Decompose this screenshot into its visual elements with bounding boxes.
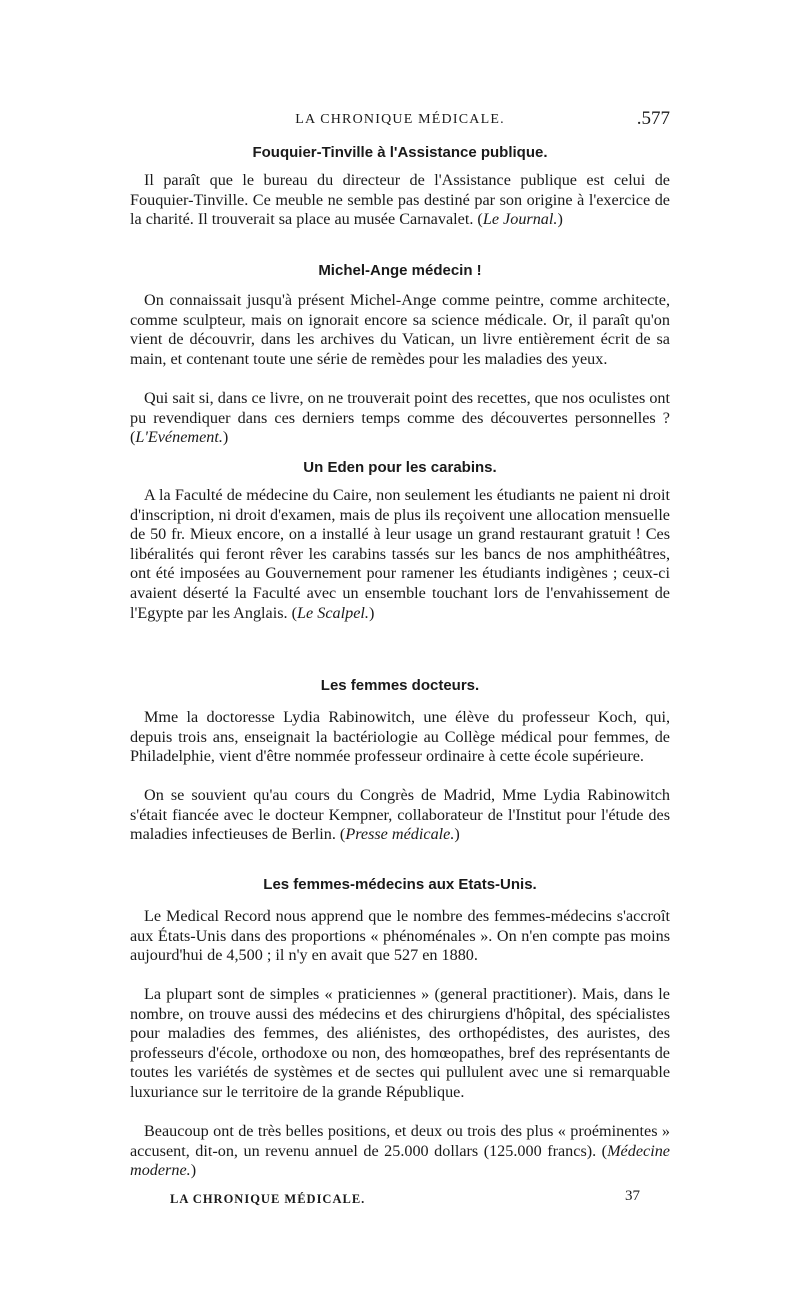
- page-footer: [170, 1188, 640, 1208]
- article-title: Les femmes docteurs.: [320, 677, 480, 694]
- signature-mark: 37: [625, 1188, 640, 1204]
- source-citation: L'Evénement.: [135, 428, 223, 447]
- running-title: LA CHRONIQUE MÉDICALE.: [295, 112, 505, 127]
- article-paragraph: A la Faculté de médecine du Caire, non seulement les étudiants ne paient ni droit d'inscription, ni droit d'examen, mais de plus ils reçoivent une allocation mensuelle de 50 fr. Mieux encore, on a installé à leur usage un grand restaurant gratuit ! Ces libéralités qui feront rêver les carabins tassés sur les bancs de nos amphithéâtres, ont été imposées au Gouvernement pour ramener les étudiants indigènes ; ceux-ci avaient déserté la Faculté avec un ensemble touchant lors de l'envahissement de l'Egypte par les Anglais. (Le Scalpel.): [130, 486, 670, 622]
- article-title: Michel-Ange médecin !: [318, 262, 482, 279]
- article-paragraph: Mme la doctoresse Lydia Rabinowitch, une élève du professeur Koch, qui, depuis trois ans, enseignait la bactériologie au Collège médical pour femmes, de Philadelphie, vient d'être nommée professeur ordinaire à cette école supérieure.: [130, 708, 670, 766]
- article-title: Un Eden pour les carabins.: [303, 459, 497, 476]
- article-title: Fouquier-Tinville à l'Assistance publique.: [252, 144, 548, 161]
- article-paragraph: La plupart sont de simples « praticiennes » (general practitioner). Mais, dans le nombre, on trouve aussi des médecins et des chirurgiens d'hôpital, des spécialistes pour maladies des femmes, des aliénistes, des orthopédistes, des auristes, des professeurs d'école, orthodoxe ou non, des homœopathes, bref des représentants de toutes les variétés de systèmes et de sectes qui pullulent avec une si remarquable luxuriance sur le territoire de la grande République.: [130, 985, 670, 1101]
- article-paragraph: Il paraît que le bureau du directeur de l'Assistance publique est celui de Fouquier-Tinville. Ce meuble ne semble pas destiné par son origine à l'exercice de la charité. Il trouverait sa place au musée Carnavalet. (Le Journal.): [130, 171, 670, 229]
- article-paragraph: On connaissait jusqu'à présent Michel-Ange comme peintre, comme architecte, comme sculpteur, mais on ignorait encore sa science médicale. Or, il paraît qu'on vient de découvrir, dans les archives du Vatican, un livre entièrement écrit de sa main, et contenant toute une série de remèdes pour les maladies des yeux.: [130, 291, 670, 368]
- article-title: Les femmes-médecins aux Etats-Unis.: [263, 876, 537, 893]
- article-paragraph: Qui sait si, dans ce livre, on ne trouverait point des recettes, que nos oculistes ont pu revendiquer dans ces derniers temps comme des découvertes personnelles ? (L'Evénement.): [130, 389, 670, 447]
- source-citation: Le Scalpel.: [297, 603, 369, 622]
- source-citation: Médecine moderne.: [130, 1141, 670, 1180]
- page-number: .577: [636, 108, 670, 129]
- article-paragraph: On se souvient qu'au cours du Congrès de Madrid, Mme Lydia Rabinowitch s'était fiancée avec le docteur Kempner, collaborateur de l'Institut pour l'étude des maladies infectieuses de Berlin. (Presse médicale.): [130, 786, 670, 844]
- article-paragraph: Le Medical Record nous apprend que le nombre des femmes-médecins s'accroît aux États-Unis dans des proportions « phénoménales ». On n'en compte pas moins aujourd'hui de 4,500 ; il n'y en avait que 527 en 1880.: [130, 907, 670, 965]
- source-citation: Le Journal.: [482, 210, 558, 229]
- article-paragraph: Beaucoup ont de très belles positions, et deux ou trois des plus « proéminentes » accusent, dit-on, un revenu annuel de 25.000 dollars (125.000 francs). (Médecine moderne.): [130, 1122, 670, 1180]
- footer-title: LA CHRONIQUE MÉDICALE.: [170, 1192, 366, 1206]
- source-citation: Presse médicale.: [345, 825, 455, 844]
- running-head: [130, 108, 670, 132]
